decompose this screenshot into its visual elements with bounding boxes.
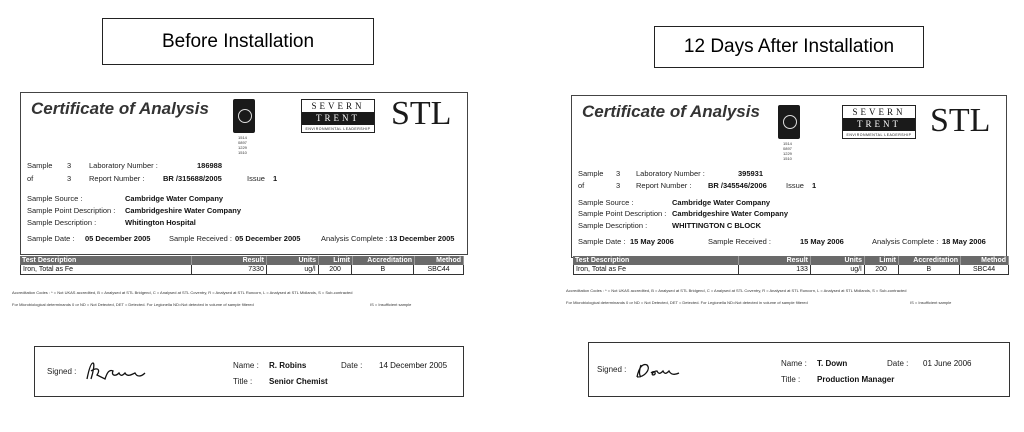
accreditation-codes-note: Accreditation Codes : * = Not UKAS accredited, B = Analysed at STL Bridgend, C = Analysed at STL Coventry, R = Analysed at STL Runcorn, L = Analysed at STL Midlands, S = Sub-contracted [12, 290, 353, 295]
sample-description: Whitington Hospital [125, 218, 196, 227]
of-number: 3 [616, 181, 621, 190]
source-label: Sample Source : [578, 198, 634, 207]
sample-number: 3 [67, 161, 72, 170]
signer-name: T. Down [817, 359, 848, 368]
sample-received: 05 December 2005 [235, 234, 301, 243]
issue-number: 1 [812, 181, 817, 190]
signer-title: Production Manager [817, 375, 895, 384]
signature-box [588, 342, 1010, 397]
results-table-header: Test Description Result Units Limit Accreditation Method [20, 256, 464, 265]
signed-date: 01 June 2006 [923, 359, 972, 368]
ukas-numbers: 1514 0897 1229 1510 [238, 135, 247, 155]
desc-label: Sample Description : [578, 221, 648, 230]
sample-date: 15 May 2006 [630, 237, 674, 246]
issue-label: Issue [247, 174, 265, 183]
ukas-crown-logo-icon [233, 99, 255, 133]
signed-date: 14 December 2005 [379, 361, 448, 370]
signed-label: Signed : [597, 365, 627, 374]
report-number-label: Report Number : [89, 174, 145, 183]
results-table-header: Test Description Result Units Limit Accreditation Method [573, 256, 1009, 265]
report-number: BR /315688/2005 [163, 174, 222, 183]
received-label: Sample Received : [708, 237, 771, 246]
after-installation-panel [512, 0, 1024, 432]
sample-label: Sample [578, 169, 604, 178]
analysis-complete: 13 December 2005 [389, 234, 455, 243]
title-label: Title : [233, 377, 253, 386]
sample-received: 15 May 2006 [800, 237, 844, 246]
desc-label: Sample Description : [27, 218, 97, 227]
severn-trent-logo: SEVERN TRENT ENVIRONMENTAL LEADERSHIP [301, 99, 375, 133]
microbiological-note: For Microbiological determinands 0 or ND = Not Detected, DET = Detected. For Legionella ND=Not detected in volume of sample filtered [566, 300, 808, 305]
panel-label: 12 Days After Installation [654, 26, 924, 68]
certificate-title: Certificate of Analysis [31, 99, 209, 118]
certificate-of-analysis [571, 95, 1007, 258]
accreditation-codes-note: Accreditation Codes : * = Not UKAS accredited, B = Analysed at STL Bridgend, C = Analysed at STL Coventry, R = Analysed at STL Runcorn, L = Analysed at STL Midlands, S = Sub-contracted [566, 288, 907, 293]
date-label: Date : [887, 359, 909, 368]
stl-logo: STL [391, 95, 452, 132]
microbiological-note: For Microbiological determinands 0 or ND = Not Detected, DET = Detected. For Legionella ND=Not detected in volume of sample filtered [12, 302, 254, 307]
of-label: of [27, 174, 34, 183]
complete-label: Analysis Complete : [321, 234, 388, 243]
issue-label: Issue [786, 181, 804, 190]
source-label: Sample Source : [27, 194, 83, 203]
sample-date: 05 December 2005 [85, 234, 151, 243]
lab-number-label: Laboratory Number : [636, 169, 705, 178]
report-number-label: Report Number : [636, 181, 692, 190]
signer-title: Senior Chemist [269, 377, 328, 386]
lab-number: 395931 [738, 169, 764, 178]
stl-logo: STL [930, 102, 991, 139]
of-label: of [578, 181, 585, 190]
sample-point: Cambridgeshire Water Company [125, 206, 241, 215]
results-table-row: Iron, Total as Fe 133 ug/l 200 B SBC44 [573, 265, 1009, 275]
sample-source: Cambridge Water Company [672, 198, 771, 207]
ukas-crown-logo-icon [778, 105, 800, 139]
signed-label: Signed : [47, 367, 77, 376]
sample-description: WHITTINGTON C BLOCK [672, 221, 762, 230]
insufficient-sample-note: IS = Insufficient sample [370, 302, 412, 307]
certificate-of-analysis [20, 92, 468, 255]
lab-number-label: Laboratory Number : [89, 161, 158, 170]
complete-label: Analysis Complete : [872, 237, 939, 246]
point-label: Sample Point Description : [578, 209, 667, 218]
certificate-title: Certificate of Analysis [582, 102, 760, 121]
sample-date-label: Sample Date : [578, 237, 626, 246]
handwritten-signature [631, 359, 691, 383]
sample-point: Cambridgeshire Water Company [672, 209, 788, 218]
analysis-complete: 18 May 2006 [942, 237, 986, 246]
issue-number: 1 [273, 174, 278, 183]
name-label: Name : [781, 359, 807, 368]
ukas-numbers: 1514 0897 1229 1510 [783, 141, 792, 161]
name-label: Name : [233, 361, 259, 370]
received-label: Sample Received : [169, 234, 232, 243]
panel-label: Before Installation [102, 18, 374, 65]
point-label: Sample Point Description : [27, 206, 116, 215]
report-number: BR /345546/2006 [708, 181, 767, 190]
sample-date-label: Sample Date : [27, 234, 75, 243]
of-number: 3 [67, 174, 72, 183]
date-label: Date : [341, 361, 363, 370]
handwritten-signature [83, 359, 153, 385]
lab-number: 186988 [197, 161, 223, 170]
results-table-row: Iron, Total as Fe 7330 ug/l 200 B SBC44 [20, 265, 464, 275]
sample-number: 3 [616, 169, 621, 178]
title-label: Title : [781, 375, 801, 384]
sample-label: Sample [27, 161, 53, 170]
signer-name: R. Robins [269, 361, 307, 370]
severn-trent-logo: SEVERN TRENT ENVIRONMENTAL LEADERSHIP [842, 105, 916, 139]
signature-box [34, 346, 464, 397]
sample-source: Cambridge Water Company [125, 194, 224, 203]
insufficient-sample-note: IS = Insufficient sample [910, 300, 952, 305]
